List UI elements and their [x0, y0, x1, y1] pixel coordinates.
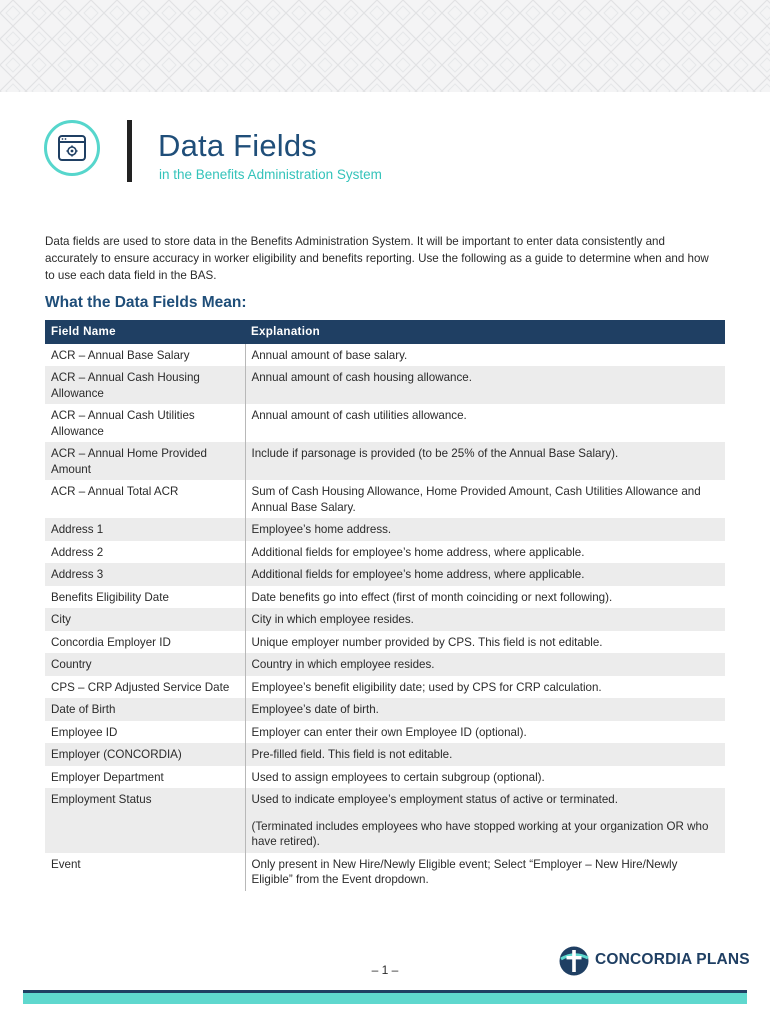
field-name-cell: ACR – Annual Base Salary — [51, 348, 190, 362]
table-row — [45, 404, 725, 442]
explanation-cell — [245, 653, 725, 676]
explanation-cell — [245, 721, 725, 744]
table-row — [45, 721, 725, 744]
explanation-text: Country in which employee resides. — [251, 658, 435, 671]
field-name-cell: ACR – Annual Total ACR — [51, 485, 179, 498]
field-name-cell: Employment Status — [45, 788, 245, 853]
field-name-cell: Employer (CONCORDIA) — [45, 743, 245, 766]
section-heading: What the Data Fields Mean: — [45, 294, 247, 311]
field-name-cell: Event — [51, 857, 81, 871]
data-fields-table — [45, 320, 725, 891]
explanation-text: Date benefits go into effect (first of month coinciding or next following). — [251, 590, 613, 604]
field-name-cell: ACR – Annual Home Provided Amount — [45, 442, 245, 480]
column-header-field-name: Field Name — [45, 320, 245, 344]
table-row — [45, 563, 725, 586]
explanation-text: Include if parsonage is provided (to be 25% of the Annual Base Salary). — [251, 447, 619, 460]
field-name-cell: ACR – Annual Cash Utilities Allowance — [51, 409, 195, 438]
explanation-text: Unique employer number provided by CPS. This field is not editable. — [251, 635, 603, 649]
explanation-cell — [245, 442, 725, 480]
explanation-cell — [245, 404, 725, 442]
field-name-cell: Benefits Eligibility Date — [51, 590, 169, 604]
explanation-cell — [245, 766, 725, 789]
explanation-text: Annual amount of base salary. — [251, 348, 408, 362]
table-row — [45, 442, 725, 480]
table-row — [45, 676, 725, 699]
explanation-text: Sum of Cash Housing Allowance, Home Provided Amount, Cash Utilities Allowance and Annual Base Salary. — [251, 485, 701, 514]
field-name-cell: Date of Birth — [45, 698, 245, 721]
explanation-cell — [245, 788, 725, 853]
page-subtitle: in the Benefits Administration System — [159, 167, 382, 182]
browser-gear-icon — [44, 120, 100, 176]
document-header — [0, 92, 770, 212]
explanation-text: Annual amount of cash utilities allowance. — [251, 409, 467, 422]
field-name-cell: Address 2 — [51, 545, 104, 559]
explanation-text: Employee’s home address. — [251, 523, 392, 536]
table-row — [45, 853, 725, 891]
table-row — [45, 766, 725, 789]
explanation-cell — [245, 541, 725, 564]
explanation-cell — [245, 608, 725, 631]
table-row — [45, 698, 725, 721]
field-name-cell: CPS – CRP Adjusted Service Date — [51, 680, 230, 694]
table-row — [45, 344, 725, 367]
field-name-cell: City — [45, 608, 245, 631]
header-pattern — [0, 0, 770, 92]
table-header-row — [45, 320, 725, 344]
explanation-text: Annual amount of cash housing allowance. — [251, 371, 472, 384]
explanation-text: Additional fields for employee’s home address, where applicable. — [251, 568, 585, 581]
explanation-note: (Terminated includes employees who have stopped working at your organization OR who have retired). — [251, 819, 709, 848]
explanation-text: Employer can enter their own Employee ID (optional). — [251, 725, 527, 739]
table-row — [45, 631, 725, 654]
field-name-cell: Employee ID — [51, 725, 118, 739]
page-number: – 1 – — [371, 963, 399, 977]
page-title: Data Fields — [158, 128, 317, 163]
explanation-cell — [245, 518, 725, 541]
explanation-text: Employee’s benefit eligibility date; used by CPS for CRP calculation. — [251, 680, 602, 694]
explanation-cell — [245, 586, 725, 609]
table-row — [45, 480, 725, 518]
explanation-text: City in which employee resides. — [251, 613, 414, 626]
explanation-cell — [245, 366, 725, 404]
table-row — [45, 518, 725, 541]
field-name-cell: Country — [45, 653, 245, 676]
logo-text: CONCORDIA PLANS — [595, 951, 750, 968]
explanation-text: Used to indicate employee’s employment status of active or terminated. — [251, 793, 618, 806]
footer-bar — [23, 990, 747, 1004]
explanation-cell — [245, 676, 725, 699]
explanation-cell — [245, 853, 725, 891]
table-row — [45, 586, 725, 609]
table-row — [45, 653, 725, 676]
field-name-cell: Address 1 — [45, 518, 245, 541]
explanation-text: Employee’s date of birth. — [251, 703, 379, 716]
field-name-cell: Address 3 — [45, 563, 245, 586]
explanation-cell — [245, 563, 725, 586]
table-row — [45, 541, 725, 564]
explanation-text: Used to assign employees to certain subgroup (optional). — [251, 770, 545, 784]
cross-globe-icon — [558, 945, 591, 977]
intro-paragraph: Data fields are used to store data in the Benefits Administration System. It will be important to enter data consistently and accurately to ensure accuracy in worker eligibility and benefits reporting. Use the following as a guide to determine when and how to use each data field in the BAS. — [45, 235, 709, 282]
explanation-cell — [245, 480, 725, 518]
field-name-cell: ACR – Annual Cash Housing Allowance — [45, 366, 245, 404]
explanation-text: Additional fields for employee’s home address, where applicable. — [251, 545, 585, 559]
column-header-explanation: Explanation — [245, 320, 725, 344]
table-row — [45, 608, 725, 631]
explanation-cell — [245, 344, 725, 367]
explanation-cell — [245, 631, 725, 654]
table-body — [45, 344, 725, 891]
field-name-cell: Concordia Employer ID — [51, 635, 171, 649]
explanation-text: Pre-filled field. This field is not editable. — [251, 748, 453, 761]
table-row — [45, 743, 725, 766]
field-name-cell: Employer Department — [51, 770, 164, 784]
table-row — [45, 788, 725, 853]
explanation-cell — [245, 698, 725, 721]
explanation-cell — [245, 743, 725, 766]
table-row — [45, 366, 725, 404]
title-divider — [127, 120, 132, 182]
explanation-text: Only present in New Hire/Newly Eligible event; Select “Employer – New Hire/Newly Eligible” from the Event dropdown. — [251, 857, 678, 886]
